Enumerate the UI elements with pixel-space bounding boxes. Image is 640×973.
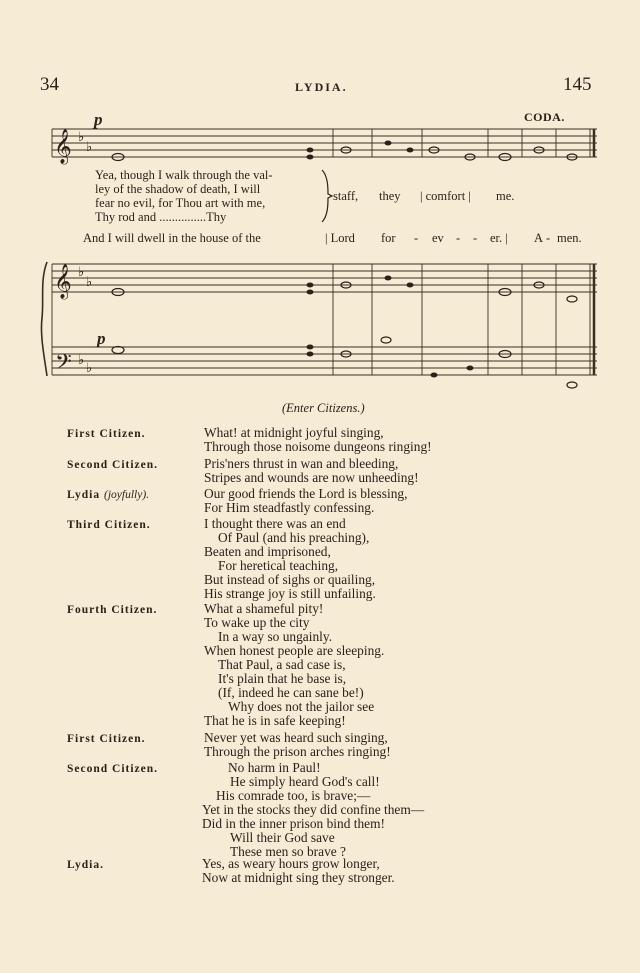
dialogue-line: I thought there was an end <box>204 516 346 531</box>
running-title: LYDIA. <box>295 80 348 94</box>
svg-text:♭: ♭ <box>78 130 85 145</box>
dialogue-line: That Paul, a sad case is, <box>218 657 346 672</box>
dialogue-line: Our good friends the Lord is blessing, <box>204 486 408 501</box>
svg-text:♭: ♭ <box>78 265 85 280</box>
dialogue-line: What a shameful pity! <box>204 601 324 616</box>
dialogue-line: Through those noisome dungeons ringing! <box>204 439 432 454</box>
dialogue-line: Now at midnight sing they stronger. <box>202 870 395 885</box>
dialogue-line: These men so brave ? <box>230 844 347 859</box>
speaker-label: Lydia (joyfully). <box>67 489 150 501</box>
dialogue-line: Yes, as weary hours grow longer, <box>202 856 380 871</box>
dynamic-mark-bass: p <box>97 329 106 348</box>
speaker-label: Fourth Citizen. <box>67 604 158 616</box>
dialogue-line: What! at midnight joyful singing, <box>204 425 384 440</box>
svg-text:♭: ♭ <box>78 353 85 368</box>
dialogue-line: No harm in Paul! <box>228 760 321 775</box>
speaker-label: First Citizen. <box>67 733 146 745</box>
dialogue-line: In a way so ungainly. <box>218 629 333 644</box>
speaker-label: Third Citizen. <box>67 519 151 531</box>
lyric-verse1-line4: Thy rod and ...............Thy <box>95 210 227 224</box>
svg-text:♭: ♭ <box>86 361 93 376</box>
speaker-label: Lydia. <box>67 859 105 871</box>
lyric-verse2-w6: - <box>473 231 478 245</box>
lyric-verse1-line1: Yea, though I walk through the val- <box>95 168 273 182</box>
lyric-verse2-w9: - <box>546 231 551 245</box>
dialogue-line: Of Paul (and his preaching), <box>218 530 370 545</box>
lyric-verse1-end-4: me. <box>496 189 515 203</box>
dialogue-line: Stripes and wounds are now unheeding! <box>204 470 419 485</box>
dialogue-line: Why does not the jailor see <box>228 699 375 714</box>
lyric-verse1-line2: ley of the shadow of death, I will <box>95 182 261 196</box>
dynamic-mark-top: p <box>94 110 103 129</box>
dialogue-line: Through the prison arches ringing! <box>204 744 391 759</box>
lyric-verse2-w7: er. | <box>490 231 508 245</box>
lyric-verse2-w3: - <box>414 231 419 245</box>
lyric-brace <box>320 168 334 224</box>
dialogue-line: But instead of sighs or quailing, <box>204 572 376 587</box>
dialogue-line: That he is in safe keeping! <box>204 713 346 728</box>
dialogue-line: Yet in the stocks they did confine them— <box>202 802 425 817</box>
lyric-verse2-start: And I will dwell in the house of the <box>83 231 261 245</box>
lyric-verse2-w10: men. <box>557 231 582 245</box>
svg-text:♭: ♭ <box>86 275 93 290</box>
stage-direction: (Enter Citizens.) <box>282 401 365 415</box>
lyric-verse1-end-2: they <box>379 189 401 203</box>
dialogue-line: Will their God save <box>230 830 335 845</box>
svg-text:𝄞: 𝄞 <box>54 129 72 164</box>
dialogue-line: Did in the inner prison bind them! <box>202 816 385 831</box>
lyric-verse1-line3: fear no evil, for Thou art with me, <box>95 196 266 210</box>
dialogue-line: His comrade too, is brave;— <box>216 788 371 803</box>
lyric-verse2-w4: ev <box>432 231 444 245</box>
svg-text:♭: ♭ <box>86 140 93 155</box>
speaker-label: Second Citizen. <box>67 459 159 471</box>
dialogue-line: For Him steadfastly confessing. <box>204 500 375 515</box>
staff-treble-1 <box>52 129 597 157</box>
svg-text:𝄞: 𝄞 <box>54 264 72 299</box>
dialogue-line: His strange joy is still unfailing. <box>204 586 376 601</box>
dialogue-line: He simply heard God's call! <box>230 774 380 789</box>
staff-treble-2 <box>52 264 597 292</box>
dialogue-line: (If, indeed he can sane be!) <box>218 685 364 700</box>
lyric-verse2-w2: for <box>381 231 396 245</box>
dialogue-line: For heretical teaching, <box>218 558 339 573</box>
coda-label: CODA. <box>524 110 565 124</box>
dialogue-line: It's plain that he base is, <box>218 671 347 686</box>
page-number-right: 145 <box>563 74 592 95</box>
speaker-label: Second Citizen. <box>67 763 159 775</box>
lyric-verse2-w5: - <box>456 231 461 245</box>
lyric-verse1-end-3: | comfort | <box>420 189 471 203</box>
dialogue-line: Beaten and imprisoned, <box>204 544 331 559</box>
lyric-verse2-w1: | Lord <box>325 231 355 245</box>
lyric-verse2-w8: A <box>534 231 544 245</box>
staff-bass <box>52 347 597 375</box>
dialogue-line: When honest people are sleeping. <box>204 643 385 658</box>
page-number-left: 34 <box>40 74 59 95</box>
speaker-note: (joyfully). <box>104 489 150 501</box>
dialogue-line: Pris'ners thrust in wan and bleeding, <box>204 456 399 471</box>
svg-text:𝄢: 𝄢 <box>55 350 72 380</box>
speaker-label: First Citizen. <box>67 428 146 440</box>
dialogue-line: Never yet was heard such singing, <box>204 730 388 745</box>
lyric-verse1-end-1: staff, <box>333 189 359 203</box>
dialogue-line: To wake up the city <box>204 615 310 630</box>
